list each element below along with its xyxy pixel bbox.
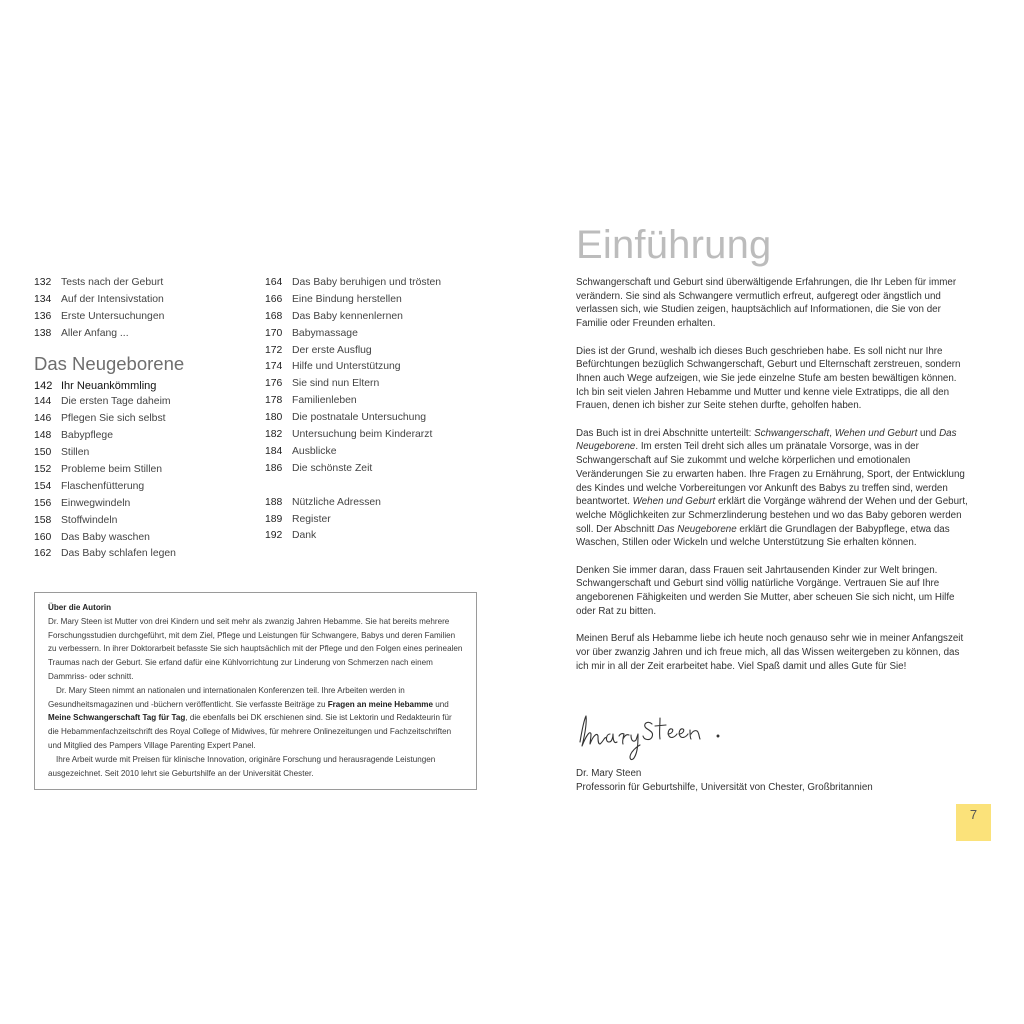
toc-entry-label: Das Baby beruhigen und trösten [292, 277, 442, 288]
toc-entry [265, 343, 505, 360]
toc-page-number: 152 [34, 464, 52, 476]
toc-entry-label: Das Baby kennenlernen [292, 310, 403, 322]
toc-page-number: 174 [265, 361, 283, 373]
toc-entry [265, 461, 505, 478]
toc-entry-label: Flaschenfütterung [61, 480, 145, 492]
toc-entry [34, 513, 249, 530]
toc-entry [34, 309, 249, 326]
toc-entry-label: Nützliche Adressen [292, 496, 381, 508]
signature-block [576, 767, 873, 794]
toc-entry-label: Das Baby waschen [61, 531, 150, 543]
toc-entry-label: Tests nach der Geburt [61, 277, 164, 288]
toc-entry [265, 427, 505, 444]
toc-page-number: 166 [265, 293, 283, 305]
toc-entry-label: Einwegwindeln [61, 497, 131, 509]
bio-title: Über die Autorin [48, 603, 112, 612]
toc-entry-label: Sie sind nun Eltern [292, 378, 380, 390]
toc-entry [265, 309, 505, 326]
toc-entry-label: Erste Untersuchungen [61, 310, 165, 322]
toc-entry-label: Stillen [61, 447, 90, 459]
page-number-badge: 7 [956, 804, 991, 841]
toc-entry-label: Aller Anfang ... [61, 327, 129, 339]
toc-entry [34, 462, 249, 479]
toc-page-number: 182 [265, 429, 283, 441]
toc-entry [265, 512, 505, 529]
toc-page-number: 136 [34, 310, 52, 322]
toc-entry-label: Untersuchung beim Kinderarzt [292, 429, 433, 441]
bio-paragraph-1: Dr. Mary Steen ist Mutter von drei Kindern und seit mehr als zwanzig Jahren Hebamme. Sie hat bereits mehrere Forschungsstudien durchgeführt, mit dem Ziel, Pflege und Leistungen für Schwangere, Babys und deren Familien zu verbessern. In ihrer Doktorarbeit befasste Sie sich hauptsächlich mit der Pflege und den Folgen eines perinealen Traumas nach der Geburt. Sie erfand dafür eine Kühlvorrichtung zur Linderung von Schmerzen nach einem Dammriss- oder schnitt. [48, 616, 463, 681]
toc-page-number: 168 [265, 310, 283, 322]
toc-page-number: 158 [34, 514, 52, 526]
toc-page-number: 142 [34, 379, 53, 392]
intro-text: erklärt die Vorgänge während der Wehen und der Geburt, welche Möglichkeiten zur Schmerzlinderung bestehen und wo das Baby geboren werden soll. Der Abschnitt [576, 496, 968, 535]
toc-entry [265, 393, 505, 410]
toc-entry [265, 376, 505, 393]
toc-page-number: 172 [265, 344, 283, 356]
bio-paragraph-3: Ihre Arbeit wurde mit Preisen für klinische Innovation, originäre Forschung und herausragende Leistungen ausgezeichnet. Seit 2010 lehrt sie Geburtshilfe an der Universität Chester. [48, 754, 436, 778]
toc-entry-label: Register [292, 513, 331, 525]
intro-text: und [917, 427, 940, 439]
intro-paragraph-1: Schwangerschaft und Geburt sind überwältigende Erfahrungen, die Ihr Leben für immer verändern. Sie sind als Schwangere vermutlich erfreut, aufgeregt oder ängstlich und verlassen sich, wie Studien zeigen, hauptsächlich auf Informationen, die Sie von der Familie oder Freunden erhalten. [576, 277, 957, 330]
toc-page-number: 156 [34, 497, 52, 509]
intro-text: . Im ersten Teil dreht sich alles um pränatale Vorsorge, was in der Schwangerschaft auf Sie zukommt und welche körperlichen und emotionalen Veränderungen Sie zu erwarten haben. Ihre Fragen zu Ernährung, Sport, der Entwicklung des Kindes und welche Vorbereitungen vor Ankunft des Babys zu treffen sind, werden beantwortet. [576, 441, 965, 508]
toc-page-number: 138 [34, 327, 52, 339]
toc-section-heading: Das Neugeborene [34, 352, 185, 374]
intro-section-name: Das Neugeborene [576, 427, 957, 453]
signature-title: Professorin für Geburtshilfe, Universität von Chester, Großbritannien [576, 781, 873, 793]
toc-entry [265, 410, 505, 427]
toc-entry [34, 428, 249, 445]
toc-entry-label: Ihr Neuankömmling [61, 379, 157, 392]
toc-spacer [265, 478, 505, 495]
intro-paragraph-3 [576, 427, 972, 550]
bio-text: Dr. Mary Steen nimmt an nationalen und internationalen Konferenzen teil. Ihre Arbeiten werden in Gesundheitsmagazinen und -büchern veröffentlicht. Sie verfasste Beiträge zu [48, 685, 405, 709]
toc-entry-label: Auf der Intensivstation [61, 293, 164, 305]
toc-page-number: 150 [34, 447, 52, 459]
toc-entry [34, 445, 249, 462]
signature-name: Dr. Mary Steen [576, 768, 642, 779]
toc-entry [34, 546, 249, 563]
toc-left-column [34, 275, 249, 563]
toc-entry-label: Dank [292, 530, 317, 542]
toc-entry [34, 411, 249, 428]
intro-title: Einführung [576, 223, 772, 267]
toc-right-column [265, 275, 505, 545]
intro-section-name: Das Neugeborene [657, 523, 737, 535]
toc-page-number: 170 [265, 327, 283, 339]
intro-section-name: Schwangerschaft [754, 427, 830, 439]
toc-page-number: 160 [34, 531, 52, 543]
intro-section-name: Wehen und Geburt [632, 496, 716, 508]
intro-text: Das Buch ist in drei Abschnitte unterteilt: [576, 427, 755, 439]
toc-page-number: 146 [34, 413, 52, 425]
toc-page-number: 178 [265, 395, 283, 407]
toc-entry-label: Probleme beim Stillen [61, 464, 163, 476]
toc-entry-label: Die postnatale Untersuchung [292, 412, 427, 424]
toc-entry-label: Babypflege [61, 430, 113, 442]
toc-page-number: 162 [34, 548, 52, 560]
intro-paragraph-4: Denken Sie immer daran, dass Frauen seit Jahrtausenden Kinder zur Welt bringen. Schwangerschaft und Geburt sind völlig natürliche Vorgänge. Vertrauen Sie auf Ihre angeborenen Fähigkeiten und werden Sie Mutter, aber scheuen Sie sich nicht, um Hilfe oder Rat zu bitten. [576, 564, 955, 617]
bio-text: , die ebenfalls bei DK erschienen sind. Sie ist Lektorin und Redakteurin für die Hebammenfachzeitschrift des Royal College of Midwives, für mehrere Onlinezeitungen und Fachzeitschriften und Mitglied des Pampers Village Parenting Expert Panel. [48, 713, 452, 750]
toc-entry [34, 275, 249, 292]
toc-entry-label: Die ersten Tage daheim [61, 396, 171, 408]
toc-page-number: 134 [34, 293, 52, 305]
toc-entry [265, 326, 505, 343]
toc-entry [265, 444, 505, 461]
intro-body [576, 276, 972, 687]
toc-entry [265, 275, 505, 292]
toc-entry-label: Der erste Ausflug [292, 344, 372, 356]
toc-entry [265, 292, 505, 309]
toc-page-number: 189 [265, 513, 283, 525]
toc-page-number: 192 [265, 530, 283, 542]
toc-entry [34, 292, 249, 309]
handwritten-signature [576, 712, 736, 769]
intro-paragraph-5: Meinen Beruf als Hebamme liebe ich heute noch genauso sehr wie in meiner Anfangszeit vor über zwanzig Jahren und ich freue mich, all das Wissen weitergeben zu können, das ich mir in all der Zeit erarbeitet habe. Viel Spaß damit und alles Gute für Sie! [576, 633, 964, 672]
toc-entry [34, 496, 249, 513]
intro-paragraph-2: Dies ist der Grund, weshalb ich dieses Buch geschrieben habe. Es soll nicht nur Ihre Befürchtungen bezüglich Schwangerschaft, Geburt und Elternschaft zerstreuen, sondern Ihnen auch Wege aufzeigen, wie Sie jede einzelne Stufe am besten bewältigen können. Ich bin seit vielen Jahren Hebamme und Mutter und kenne viele Extratipps, die all den Frauen, denen ich bisher zur Seite stehen durfte, geholfen haben. [576, 345, 961, 412]
toc-entry-label: Familienleben [292, 395, 357, 407]
toc-entry [265, 528, 505, 545]
toc-page-number: 184 [265, 445, 283, 457]
toc-entry-label: Das Baby schlafen legen [61, 548, 176, 560]
bio-paragraph-2 [48, 684, 464, 753]
toc-page-number: 186 [265, 462, 283, 474]
toc-entry [34, 530, 249, 547]
bio-text: und [432, 699, 449, 709]
signature-icon [576, 712, 736, 764]
toc-page-number: 176 [265, 378, 283, 390]
toc-entry-label: Die schönste Zeit [292, 462, 373, 474]
toc-page-number: 154 [34, 480, 52, 492]
toc-entry [34, 394, 249, 411]
toc-entry-label: Eine Bindung herstellen [292, 293, 402, 305]
toc-entry [265, 359, 505, 376]
toc-entry [34, 479, 249, 496]
toc-page-number: 144 [34, 396, 52, 408]
toc-entry [34, 326, 249, 343]
toc-page-number: 132 [34, 277, 52, 288]
toc-entry-label: Hilfe und Unterstützung [292, 361, 401, 373]
intro-text: , [829, 427, 835, 439]
bio-book-title: Meine Schwangerschaft Tag für Tag [48, 713, 186, 723]
toc-entry-label: Ausblicke [292, 445, 337, 457]
toc-entry-label: Babymassage [292, 327, 358, 339]
toc-page-number: 148 [34, 430, 52, 442]
toc-page-number: 164 [265, 277, 283, 288]
toc-page-number: 180 [265, 412, 283, 424]
intro-text: erklärt die Grundlagen der Babypflege, etwa das Waschen, Stillen oder Wickeln und welche Unterstützung Sie erhalten können. [576, 523, 950, 549]
toc-entry-label: Stoffwindeln [61, 514, 118, 526]
toc-left-top [34, 275, 249, 343]
bio-book-title: Fragen an meine Hebamme [327, 699, 433, 709]
toc-entry-label: Pflegen Sie sich selbst [61, 413, 166, 425]
toc-entry [265, 495, 505, 512]
toc-entry-current [34, 378, 249, 395]
toc-left-section [34, 378, 249, 564]
toc-page-number: 188 [265, 496, 283, 508]
intro-section-name: Wehen und Geburt [834, 427, 918, 439]
author-bio-box [34, 592, 477, 790]
